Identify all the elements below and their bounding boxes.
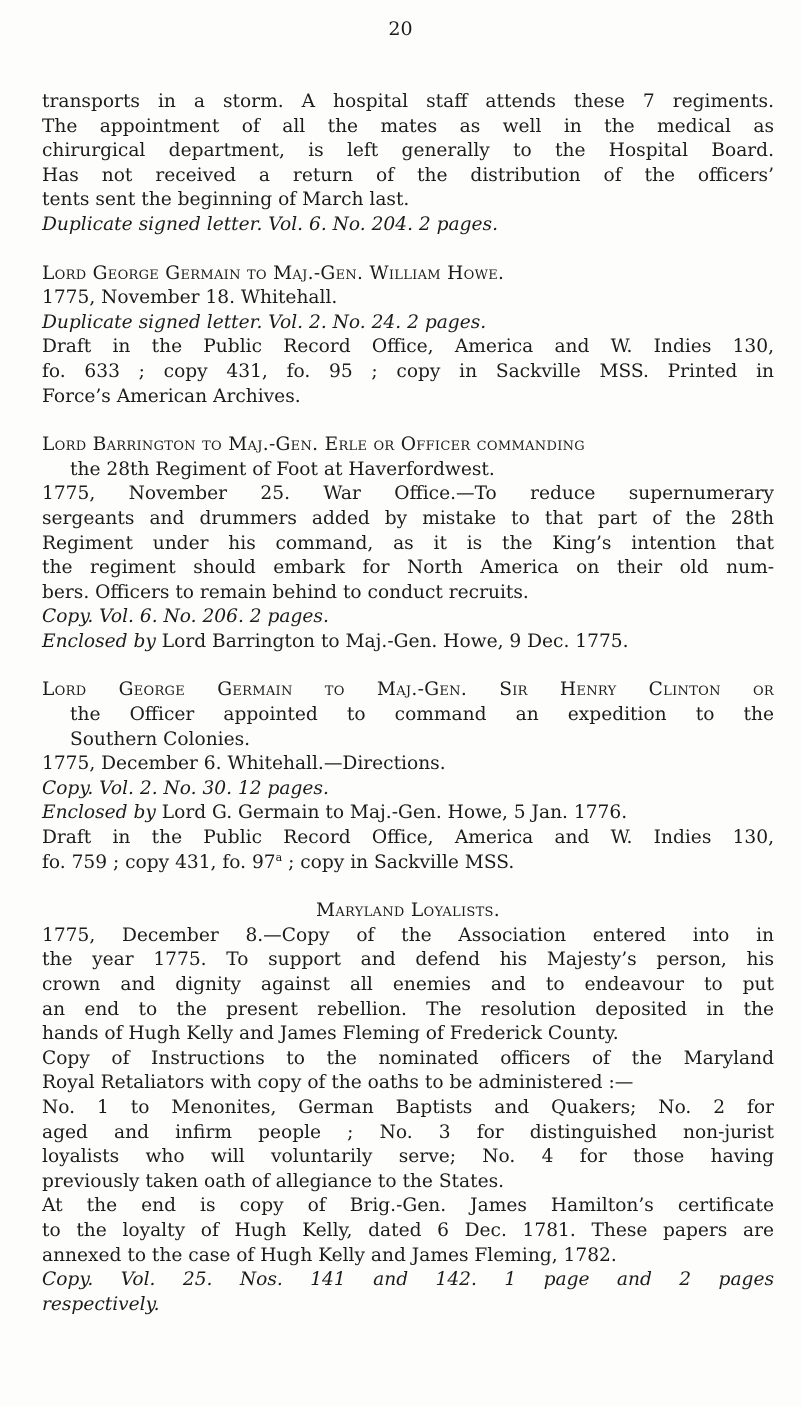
text-line: an end to the present rebellion. The resolution deposited in the (42, 998, 774, 1020)
text-line: 1775, December 8.—Copy of the Association entered into in (42, 924, 774, 946)
entry-heading: Lord George Germain to Maj.-Gen. William Howe. (42, 262, 505, 284)
enclosed-prefix: Enclosed by (42, 630, 156, 652)
text-line: bers. Officers to remain behind to conduct recruits. (42, 581, 529, 603)
citation: Copy. Vol. 2. No. 30. 12 pages. (42, 777, 329, 799)
text-line: to the loyalty of Hugh Kelly, dated 6 Dec. 1781. These papers are (42, 1219, 774, 1241)
superscript: a (275, 850, 283, 864)
entry-heading: the Officer appointed to command an expedition to the (70, 704, 774, 726)
enclosed-prefix: Enclosed by (42, 802, 156, 824)
note-line: Draft in the Public Record Office, America and W. Indies 130, (42, 827, 774, 849)
enclosed-note (42, 801, 774, 826)
text-line: No. 1 to Menonites, German Baptists and Quakers; No. 2 for (42, 1096, 774, 1118)
text-line: previously taken oath of allegiance to the States. (42, 1170, 505, 1192)
text-line: the regiment should embark for North America on their old num- (42, 557, 774, 579)
note-line (42, 851, 774, 876)
enclosed-note (42, 630, 774, 655)
note-line: Force’s American Archives. (42, 385, 301, 407)
entry-date: 1775, November 18. Whitehall. (42, 287, 338, 309)
page-number: 20 (388, 18, 413, 40)
text-line: transports in a storm. A hospital staff attends these 7 regiments. (42, 91, 774, 112)
enclosed-text: Lord G. Germain to Maj.-Gen. Howe, 5 Jan. 1776. (161, 802, 628, 824)
entry-date: 1775, December 6. Whitehall.—Directions. (42, 753, 446, 775)
citation: Copy. Vol. 6. No. 206. 2 pages. (42, 606, 329, 628)
citation: Duplicate signed letter. Vol. 2. No. 24. 2 pages. (42, 311, 487, 333)
note-line: Draft in the Public Record Office, America and W. Indies 130, (42, 336, 774, 358)
text-line: loyalists who will voluntarily serve; No. 4 for those having (42, 1146, 774, 1168)
entry-maryland-loyalists (42, 899, 774, 1317)
text-line: At the end is copy of Brig.-Gen. James Hamilton’s certificate (42, 1195, 774, 1217)
note-text: fo. 759 ; copy 431, fo. 97 (42, 851, 276, 873)
entry-continuation (42, 90, 774, 238)
entry-heading: Maryland Loyalists. (316, 900, 500, 922)
citation: respectively. (42, 1293, 160, 1315)
text-line: The appointment of all the mates as well in the medical as (42, 115, 774, 137)
text-line: crown and dignity against all enemies and to endeavour to put (42, 974, 774, 995)
text-line: aged and infirm people ; No. 3 for distinguished non-jurist (42, 1121, 774, 1143)
text-line: the year 1775. To support and defend his Majesty’s person, his (42, 949, 774, 971)
text-line: tents sent the beginning of March last. (42, 189, 410, 211)
text-line: Royal Retaliators with copy of the oaths to be administered :— (42, 1072, 634, 1094)
text-line: 1775, November 25. War Office.—To reduce supernumerary (42, 483, 774, 505)
page-body (42, 90, 774, 1317)
text-line: Copy of Instructions to the nominated officers of the Maryland (42, 1047, 774, 1069)
text-line: chirurgical department, is left generally to the Hospital Board. (42, 140, 774, 162)
citation: Duplicate signed letter. Vol. 6. No. 204. 2 pages. (42, 213, 498, 235)
enclosed-text: Lord Barrington to Maj.-Gen. Howe, 9 Dec. 1775. (161, 630, 629, 652)
citation: Copy. Vol. 25. Nos. 141 and 142. 1 page and 2 pages (42, 1269, 774, 1291)
note-text: ; copy in Sackville MSS. (282, 851, 515, 873)
entry-germain-clinton (42, 678, 774, 875)
note-line: fo. 633 ; copy 431, fo. 95 ; copy in Sackville MSS. Printed in (42, 360, 774, 382)
text-line: sergeants and drummers added by mistake to that part of the 28th (42, 507, 774, 529)
entry-heading: Lord George Germain to Maj.-Gen. Sir Henry Clinton or (42, 679, 774, 701)
text-line: Has not received a return of the distribution of the officers’ (42, 164, 774, 186)
entry-germain-howe (42, 262, 774, 410)
entry-heading: Southern Colonies. (70, 728, 251, 750)
entry-heading: the 28th Regiment of Foot at Haverfordwest. (70, 458, 495, 480)
text-line: hands of Hugh Kelly and James Fleming of Frederick County. (42, 1023, 619, 1045)
text-line: annexed to the case of Hugh Kelly and James Fleming, 1782. (42, 1244, 617, 1266)
text-line: Regiment under his command, as it is the King’s intention that (42, 532, 774, 554)
entry-heading: Lord Barrington to Maj.-Gen. Erle or Officer commanding (42, 434, 585, 456)
entry-barrington-erle (42, 433, 774, 654)
